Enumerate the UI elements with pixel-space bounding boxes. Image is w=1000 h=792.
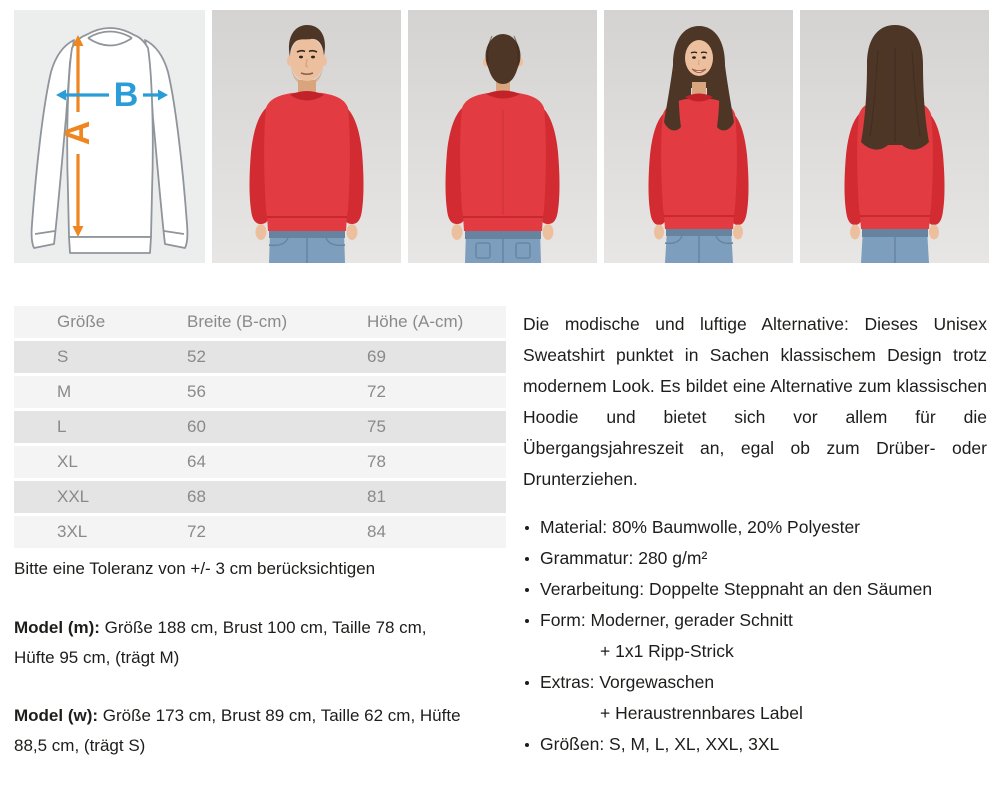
cell-hoehe: 78 (367, 452, 386, 471)
width-label-b: B (113, 76, 139, 114)
female-front-illustration (604, 10, 793, 263)
table-row (14, 446, 506, 478)
cell-size: M (57, 382, 72, 401)
feature-sub-label: + Heraustrennbares Label (600, 703, 803, 723)
model-w-info (14, 701, 466, 761)
feature-text: Größen: S, M, L, XL, XXL, 3XL (540, 734, 780, 754)
sweatshirt-measure-illustration (14, 10, 205, 263)
model-m-details: Größe 188 cm, Brust 100 cm, Taille 78 cm, Hüfte 95 cm, (trägt M) (14, 618, 427, 667)
feature-item-material (523, 512, 987, 543)
feature-item-form (523, 605, 987, 667)
feature-sub-ripp: + 1x1 Ripp-Strick (600, 641, 734, 661)
cell-hoehe: 69 (367, 347, 386, 366)
cell-breite: 60 (187, 417, 206, 436)
photo-female-back (800, 10, 989, 263)
product-media-row (14, 10, 989, 263)
male-front-illustration (212, 10, 401, 263)
feature-text: Extras: Vorgewaschen (540, 672, 715, 692)
table-row (14, 481, 506, 513)
cell-breite: 56 (187, 382, 206, 401)
tolerance-note: Bitte eine Toleranz von +/- 3 cm berücksichtigen (14, 559, 376, 578)
bullet-icon (525, 619, 529, 623)
cell-size: S (57, 347, 69, 366)
model-w-details: Größe 173 cm, Brust 89 cm, Taille 62 cm, Hüfte 88,5 cm, (trägt S) (14, 706, 461, 755)
feature-item-groessen (523, 729, 987, 760)
female-back-illustration (800, 10, 989, 263)
features-list (523, 512, 987, 760)
size-table-header-row (14, 306, 506, 338)
feature-item-grammatur (523, 543, 987, 574)
col-header-groesse: Größe (57, 312, 106, 331)
bullet-icon (525, 557, 529, 561)
photo-female-front (604, 10, 793, 263)
height-label-a: A (59, 120, 97, 146)
cell-hoehe: 72 (367, 382, 386, 401)
bullet-icon (525, 681, 529, 685)
col-header-hoehe: Höhe (A-cm) (367, 312, 464, 331)
bullet-icon (525, 743, 529, 747)
size-table (14, 306, 506, 548)
size-diagram (14, 10, 205, 263)
size-info-column (14, 306, 506, 761)
cell-hoehe: 75 (367, 417, 386, 436)
model-m-info (14, 613, 466, 673)
cell-breite: 64 (187, 452, 206, 471)
table-row (14, 411, 506, 443)
feature-text: Form: Moderner, gerader Schnitt (540, 610, 793, 630)
photo-male-back (408, 10, 597, 263)
feature-text: Grammatur: 280 g/m² (540, 548, 708, 568)
description-paragraph: Die modische und luftige Alternative: Dieses Unisex Sweatshirt punktet in Sachen klassischem Design trotz modernem Look. Es bildet eine Alternative zum klassischen Hoodie und bietet sich vor allem für die Übergangsjahreszeit an, egal ob zum Drüber- oder Drunterziehen. (523, 314, 987, 489)
cell-hoehe: 81 (367, 487, 386, 506)
cell-breite: 52 (187, 347, 206, 366)
table-row (14, 516, 506, 548)
male-back-illustration (408, 10, 597, 263)
table-row (14, 341, 506, 373)
feature-text: Verarbeitung: Doppelte Steppnaht an den Säumen (540, 579, 933, 599)
bullet-icon (525, 526, 529, 530)
product-description-column (523, 309, 987, 760)
model-m-label: Model (m): (14, 618, 100, 637)
cell-size: 3XL (57, 522, 88, 541)
photo-male-front (212, 10, 401, 263)
cell-size: L (57, 417, 67, 436)
cell-size: XXL (57, 487, 90, 506)
cell-hoehe: 84 (367, 522, 386, 541)
model-w-label: Model (w): (14, 706, 99, 725)
col-header-breite: Breite (B-cm) (187, 312, 288, 331)
feature-item-extras (523, 667, 987, 729)
cell-size: XL (57, 452, 78, 471)
cell-breite: 68 (187, 487, 206, 506)
feature-text: Material: 80% Baumwolle, 20% Polyester (540, 517, 861, 537)
bullet-icon (525, 588, 529, 592)
table-row (14, 376, 506, 408)
feature-item-verarbeitung (523, 574, 987, 605)
cell-breite: 72 (187, 522, 206, 541)
